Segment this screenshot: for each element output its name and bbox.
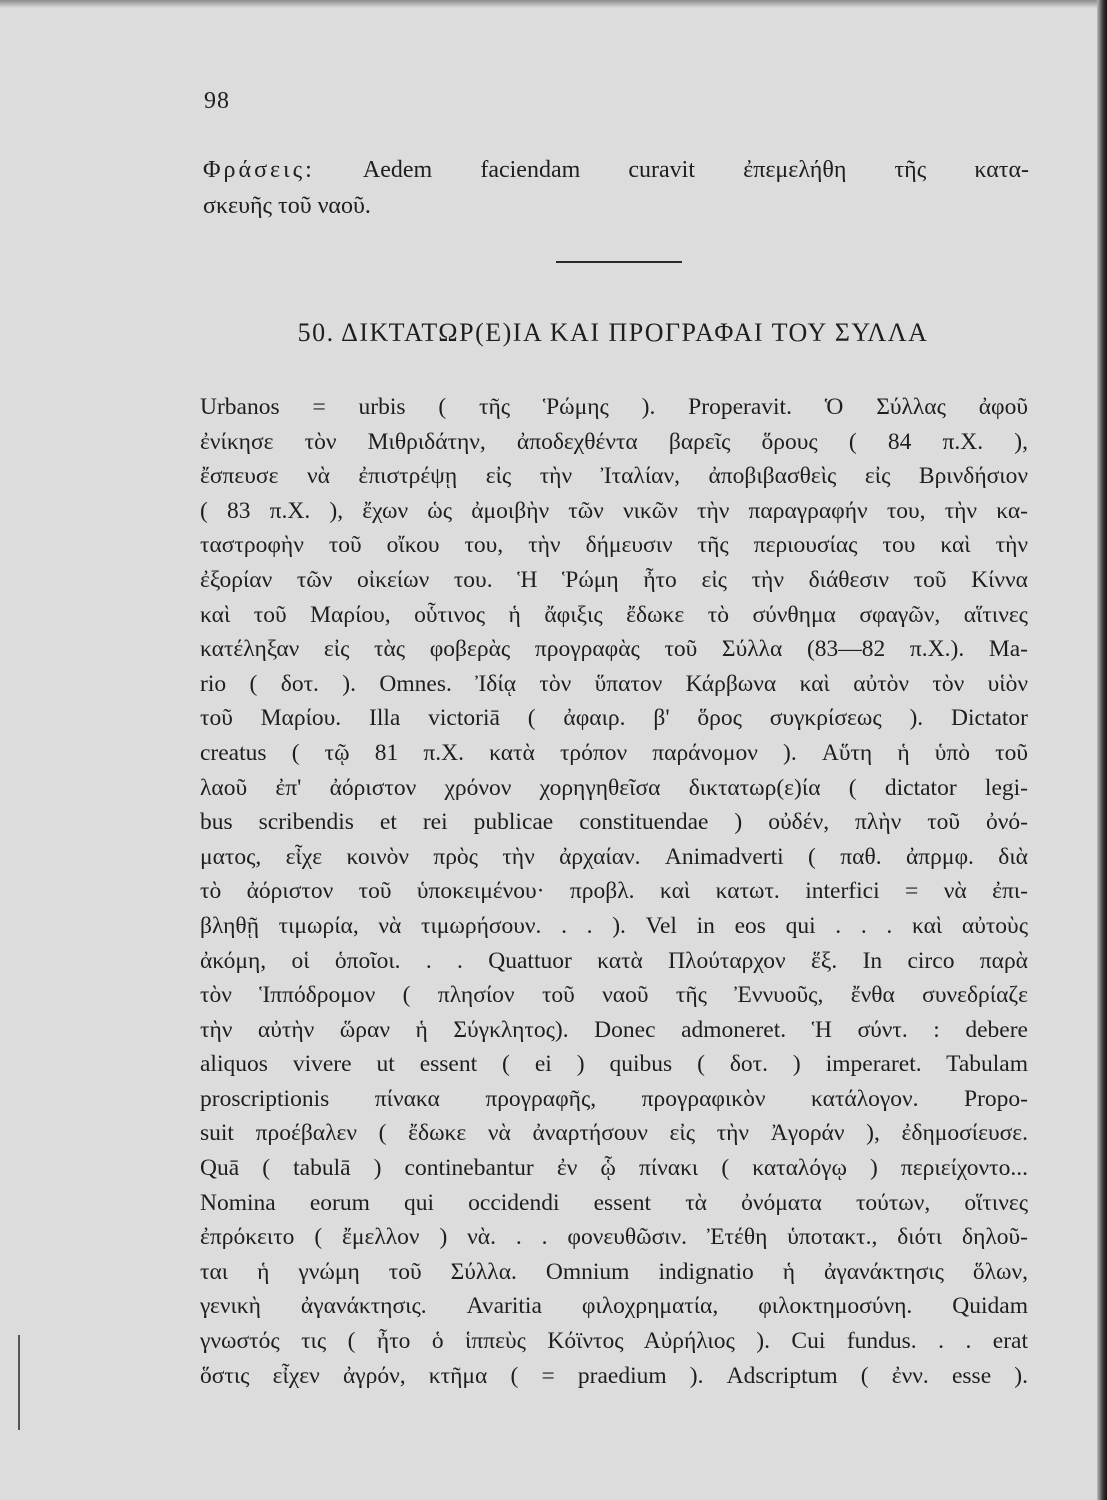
body-line: τὸν Ἱππόδρομον ( πλησίον τοῦ ναοῦ τῆς Ἐννυοῦς, ἔνθα συνεδρίαζε [200, 982, 1028, 1009]
body-line: ται ἡ γνώμη τοῦ Σύλλα. Omnium indignatio ἡ ἀγανάκτησις ὅλων, [200, 1258, 1028, 1285]
page-right-edge-shadow [1097, 0, 1107, 1500]
body-line: τοῦ Μαρίου. Illa victoriā ( ἀφαιρ. β' ὅρος συγκρίσεως ). Dictator [200, 705, 1028, 732]
body-line: ( 83 π.Χ. ), ἔχων ὡς ἀμοιβὴν τῶν νικῶν τὴν παραγραφήν του, τὴν κα- [200, 497, 1028, 524]
phrases-label: Φράσεις: [203, 157, 315, 183]
body-line: ταστροφὴν τοῦ οἴκου του, τὴν δήμευσιν τῆς περιουσίας του καὶ τὴν [200, 532, 1028, 559]
section-heading: 50. ΔΙΚΤΑΤΩΡ(Ε)ΙΑ ΚΑΙ ΠΡΟΓΡΑΦΑΙ ΤΟΥ ΣΥΛΛΑ [297, 318, 929, 347]
body-line: ἐξορίαν τῶν οἰκείων του. Ἡ Ῥώμη ἦτο εἰς τὴν διάθεσιν τοῦ Κίννα [200, 566, 1028, 593]
body-line: ἐνίκησε τὸν Μιθριδάτην, ἀποδεχθέντα βαρεῖς ὅρους ( 84 π.Χ. ), [200, 428, 1028, 455]
section-divider [556, 261, 682, 263]
body-line: τὸ ἀόριστον τοῦ ὑποκειμένου· προβλ. καὶ κατωτ. interfici = νὰ ἐπι- [200, 878, 1028, 905]
body-line: βληθῇ τιμωρία, νὰ τιμωρήσουν. . . ). Vel in eos qui . . . καὶ αὐτοὺς [200, 912, 1028, 939]
body-line: κατέληξαν εἰς τὰς φοβερὰς προγραφὰς τοῦ Σύλλα (83—82 π.Χ.). Ma- [200, 636, 1028, 663]
margin-mark [18, 1335, 20, 1430]
phrases-note [203, 152, 1029, 224]
body-line: λαοῦ ἐπ' ἀόριστον χρόνον χορηγηθεῖσα δικτατωρ(ε)ία ( dictator legi- [200, 774, 1028, 801]
body-text [200, 390, 1028, 1393]
page-number: 98 [204, 88, 230, 114]
body-line: Quā ( tabulā ) continebantur ἐν ᾧ πίνακι ( καταλόγῳ ) περιείχοντο... [200, 1155, 1028, 1182]
body-line: γνωστός τις ( ἦτο ὁ ἱππεὺς Κόϊντος Αὐρήλιος ). Cui fundus. . . erat [200, 1328, 1028, 1355]
phrases-line-1 [203, 152, 1029, 188]
body-line: Nomina eorum qui occidendi essent τὰ ὀνόματα τούτων, οἵτινες [200, 1189, 1028, 1216]
phrases-line-2: σκευῆς τοῦ ναοῦ. [203, 193, 371, 219]
body-line: bus scribendis et rei publicae constituendae ) οὐδέν, πλὴν τοῦ ὀνό- [200, 809, 1028, 836]
body-line: καὶ τοῦ Μαρίου, οὗτινος ἡ ἄφιξις ἔδωκε τὸ σύνθημα σφαγῶν, αἵτινες [200, 601, 1028, 628]
body-line: creatus ( τῷ 81 π.Χ. κατὰ τρόπον παράνομον ). Αὕτη ἡ ὑπὸ τοῦ [200, 739, 1028, 766]
phrases-text-1: Aedem faciendam curavit ἐπεμελήθη τῆς κατα- [362, 157, 1030, 183]
body-line: τὴν αὐτὴν ὥραν ἡ Σύγκλητος). Donec admoneret. Ἡ σύντ. : debere [200, 1016, 1028, 1043]
body-line: ἔσπευσε νὰ ἐπιστρέψῃ εἰς τὴν Ἰταλίαν, ἀποβιβασθεὶς εἰς Βρινδήσιον [200, 463, 1028, 490]
body-line: ὅστις εἶχεν ἀγρόν, κτῆμα ( = praedium ). Adscriptum ( ἐνν. esse ). [200, 1362, 1028, 1389]
body-line: γενικὴ ἀγανάκτησις. Avaritia φιλοχρηματία, φιλοκτημοσύνη. Quidam [200, 1293, 1028, 1320]
body-line: ἐπρόκειτο ( ἔμελλον ) νὰ. . . φονευθῶσιν. Ἐτέθη ὑποτακτ., διότι δηλοῦ- [200, 1224, 1028, 1251]
page-top-edge-shadow [0, 0, 1107, 8]
body-line: aliquos vivere ut essent ( ei ) quibus ( δοτ. ) imperaret. Tabulam [200, 1051, 1028, 1078]
body-line: Urbanos = urbis ( τῆς Ῥώμης ). Properavit. Ὁ Σύλλας ἀφοῦ [200, 394, 1028, 420]
body-line: ἀκόμη, οἱ ὁποῖοι. . . Quattuor κατὰ Πλούταρχον ἕξ. In circo παρὰ [200, 947, 1028, 974]
body-line: proscriptionis πίνακα προγραφῆς, προγραφικὸν κατάλογον. Propo- [200, 1085, 1028, 1112]
body-line: rio ( δοτ. ). Omnes. Ἰδίᾳ τὸν ὕπατον Κάρβωνα καὶ αὐτὸν τὸν υἱὸν [200, 670, 1028, 697]
body-line: suit προέβαλεν ( ἔδωκε νὰ ἀναρτήσουν εἰς τὴν Ἀγοράν ), ἐδημοσίευσε. [200, 1120, 1028, 1147]
body-line: ματος, εἶχε κοινὸν πρὸς τὴν ἀρχαίαν. Animadverti ( παθ. ἀπρμφ. διὰ [200, 843, 1028, 870]
